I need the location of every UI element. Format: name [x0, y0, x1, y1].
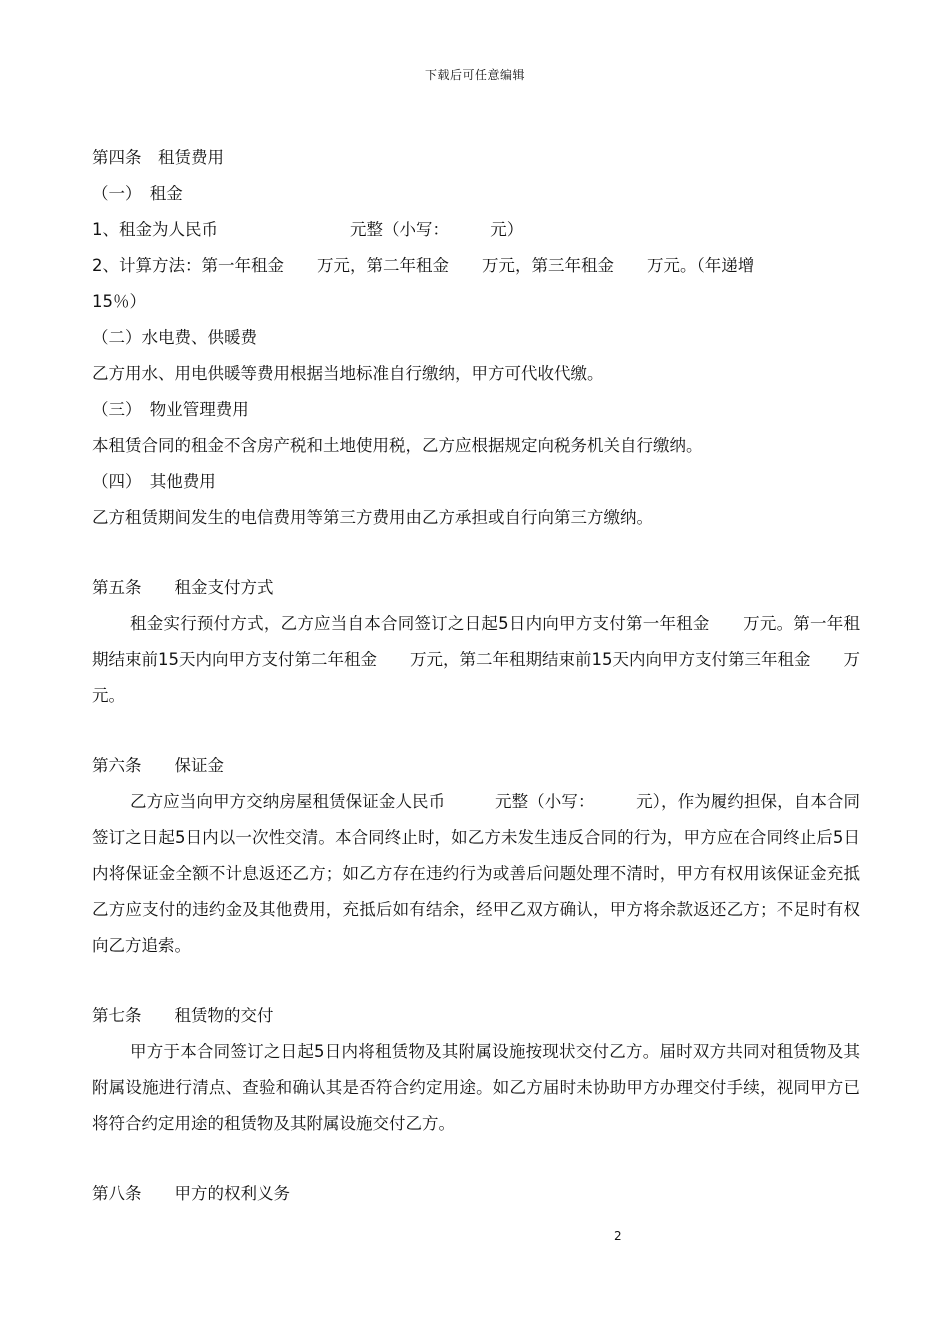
article-7-body: 甲方于本合同签订之日起5日内将租赁物及其附属设施按现状交付乙方。届时双方共同对租赁物及其附属设施进行清点、查验和确认其是否符合约定用途。如乙方届时未协助甲方办理交付手续，视同甲方已将符合约定用途的租赁物及其附属设施交付乙方。: [92, 1042, 860, 1133]
art4-section-4: （四） 其他费用: [92, 472, 216, 491]
article-6-body: 乙方应当向甲方交纳房屋租赁保证金人民币 元整（小写： 元），作为履约担保，自本合同签订之日起5日内以一次性交清。本合同终止时，如乙方未发生违反合同的行为，甲方应在合同终止后5日内将保证金全额不计息返还乙方；如乙方存在违约行为或善后问题处理不清时，甲方有权用该保证金充抵乙方应支付的违约金及其他费用，充抵后如有结余，经甲乙双方确认，甲方将余款返还乙方；不足时有权向乙方追索。: [92, 792, 860, 955]
article-5-body: 租金实行预付方式，乙方应当自本合同签订之日起5日内向甲方支付第一年租金 万元。第一年租期结束前15天内向甲方支付第二年租金 万元，第二年租期结束前15天内向甲方支付第三年租金 万元。: [92, 614, 860, 705]
article-4-heading: 第四条 租赁费用: [92, 148, 224, 167]
art4-line-1: 1、租金为人民币 元整（小写： 元）: [92, 220, 524, 239]
article-5-heading: 第五条 租金支付方式: [92, 578, 274, 597]
article-7-heading: 第七条 租赁物的交付: [92, 1006, 274, 1025]
art4-line-6: 乙方租赁期间发生的电信费用等第三方费用由乙方承担或自行向第三方缴纳。: [92, 508, 653, 527]
art4-line-5: 本租赁合同的租金不含房产税和土地使用税，乙方应根据规定向税务机关自行缴纳。: [92, 436, 703, 455]
art4-section-3: （三） 物业管理费用: [92, 400, 249, 419]
article-6-heading: 第六条 保证金: [92, 756, 224, 775]
art4-line-3: 15％）: [92, 292, 146, 311]
art4-line-2: 2、计算方法：第一年租金 万元，第二年租金 万元，第三年租金 万元。（年递增: [92, 256, 755, 275]
art4-section-2: （二）水电费、供暖费: [92, 328, 257, 347]
page-number: 2: [614, 1229, 622, 1243]
page-header: 下载后可任意编辑: [424, 68, 525, 82]
art4-section-1: （一） 租金: [92, 184, 183, 203]
article-8-heading: 第八条 甲方的权利义务: [92, 1184, 290, 1203]
document-body: [92, 140, 860, 1212]
art4-line-4: 乙方用水、用电供暖等费用根据当地标准自行缴纳，甲方可代收代缴。: [92, 364, 604, 383]
